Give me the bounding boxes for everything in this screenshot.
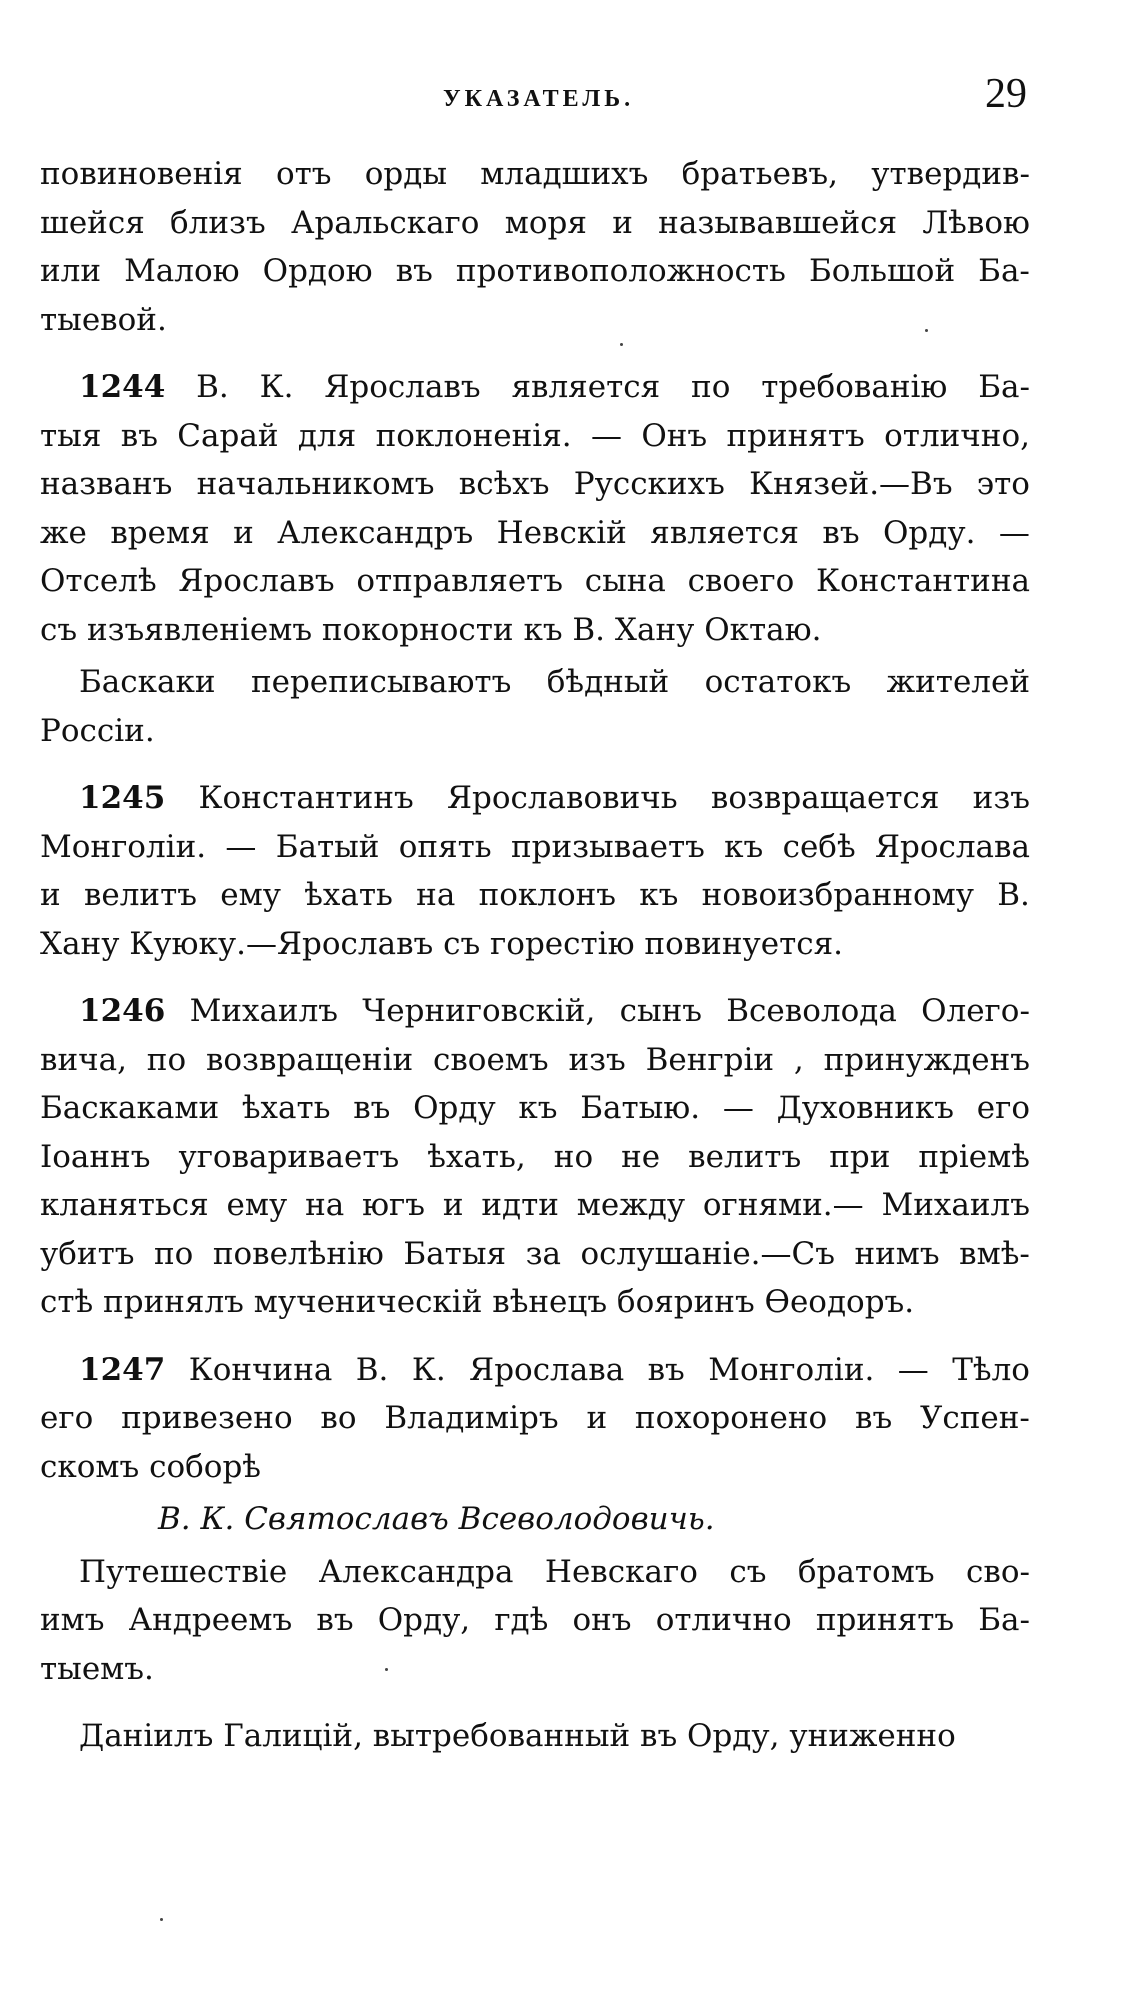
text-line <box>40 1596 1030 1645</box>
text-line <box>40 774 1030 823</box>
line-word: ѣхать <box>304 877 393 913</box>
line-word: привезено <box>121 1400 293 1436</box>
line-word: Батыя <box>403 1235 507 1272</box>
line-word: идти <box>481 1187 559 1223</box>
line-word: Венгріи <box>645 1041 775 1078</box>
line-word: орды <box>364 156 448 192</box>
line-text: съ изъявленіемъ покорности къ В. Хану Октаю. <box>40 611 822 648</box>
line-word: опять <box>398 828 492 865</box>
line-word: своего <box>687 563 795 599</box>
line-word: Батыю. <box>580 1090 701 1126</box>
line-word: убитъ <box>40 1235 135 1272</box>
text-line <box>40 1084 1030 1133</box>
line-word: себѣ <box>782 828 856 865</box>
line-word: В. <box>997 877 1030 913</box>
line-text: В. К. Святославъ Всеволодовичь. <box>158 1501 715 1537</box>
line-text: Россіи. <box>40 712 155 749</box>
line-word: Ярославъ <box>324 369 481 405</box>
line-word: названъ <box>40 466 173 502</box>
line-word: гдѣ <box>494 1602 549 1638</box>
text-line <box>40 1346 1030 1395</box>
paragraph <box>40 1346 1030 1492</box>
line-text: тыемъ. <box>40 1650 154 1687</box>
paragraph-gap <box>40 968 1030 987</box>
paragraph <box>40 150 1030 344</box>
line-word: югъ <box>362 1187 426 1223</box>
line-word: отъ <box>275 156 332 192</box>
line-word: для <box>297 417 357 454</box>
line-word: всѣхъ <box>458 466 550 502</box>
line-word: Черниговскій, <box>362 993 596 1029</box>
line-word: К. <box>411 1351 446 1388</box>
line-word: Орду <box>413 1090 496 1126</box>
line-word: въ <box>647 1351 685 1388</box>
line-word: сына <box>584 563 666 599</box>
line-word: является <box>511 369 661 405</box>
line-word: въ <box>822 514 860 551</box>
line-word: Аральскаго <box>290 204 480 241</box>
line-word: Большой <box>808 253 956 289</box>
line-word: въ <box>395 253 433 289</box>
text-line <box>40 823 1030 872</box>
line-word: поклоненія. <box>375 417 572 454</box>
text-line <box>40 1394 1030 1443</box>
text-line <box>40 606 1030 655</box>
line-word: В. <box>355 1351 389 1388</box>
text-line <box>40 1230 1030 1279</box>
line-word: на <box>305 1187 345 1223</box>
line-word: сынъ <box>619 993 702 1029</box>
line-word: и <box>442 1187 464 1223</box>
line-word: къ <box>724 828 764 865</box>
line-word: Андреемъ <box>128 1602 293 1638</box>
line-word: Ба- <box>978 1602 1030 1638</box>
line-word: его <box>976 1090 1030 1126</box>
line-word: противоположность <box>455 253 786 289</box>
line-word: къ <box>639 877 679 913</box>
line-word: Владиміръ <box>384 1400 559 1436</box>
line-text: скомъ соборѣ <box>40 1448 261 1485</box>
line-word: Александра <box>318 1553 514 1590</box>
line-word: имъ <box>40 1602 105 1638</box>
line-word: младшихъ <box>480 156 649 192</box>
line-word: братьевъ, <box>681 156 839 192</box>
print-speck <box>925 329 928 332</box>
line-word: Константина <box>816 563 1030 599</box>
paragraph-gap <box>40 755 1030 774</box>
line-word: — <box>590 417 622 454</box>
line-word: остатокъ <box>704 664 852 700</box>
line-word: и <box>586 1400 608 1436</box>
text-line <box>40 658 1030 707</box>
line-word: къ <box>518 1090 558 1126</box>
line-word: изъ <box>568 1041 626 1078</box>
year-marker: 1246 <box>79 993 166 1029</box>
line-word: переписываютъ <box>250 664 512 700</box>
line-word: Орду, <box>377 1602 471 1638</box>
line-word: вмѣ- <box>959 1235 1030 1272</box>
line-word: по <box>146 1041 187 1078</box>
line-word: Ба- <box>978 369 1030 405</box>
line-text: Даніилъ Галицій, вытребованный въ Орду, униженно <box>79 1718 956 1754</box>
line-word: Путешествіе <box>79 1553 288 1590</box>
text-line <box>40 1036 1030 1085</box>
line-word: — <box>897 1351 929 1388</box>
line-word: Ордою <box>262 253 373 289</box>
line-word: Михаилъ <box>189 993 339 1029</box>
line-word: Духовникъ <box>776 1090 955 1126</box>
line-word: своемъ <box>432 1041 549 1078</box>
heading-line <box>40 1495 1030 1544</box>
text-line <box>40 412 1030 461</box>
line-word: тыя <box>40 417 102 454</box>
line-word: шейся <box>40 204 145 241</box>
text-line <box>40 1133 1030 1182</box>
line-word: Олего- <box>921 993 1030 1029</box>
text-line <box>40 987 1030 1036</box>
print-speck <box>620 343 623 346</box>
line-word: на <box>416 877 456 913</box>
line-word: по <box>153 1235 194 1272</box>
line-word: Михаилъ <box>881 1187 1030 1223</box>
line-word: съ <box>729 1553 767 1590</box>
line-word: , <box>793 1041 804 1078</box>
line-word: ему <box>226 1187 288 1223</box>
text-line <box>40 871 1030 920</box>
line-word: Всеволода <box>726 993 897 1029</box>
line-word: — <box>225 828 257 865</box>
paragraph <box>40 658 1030 755</box>
line-word: Невскій <box>496 514 627 551</box>
line-word: принятъ <box>815 1602 955 1638</box>
line-word: кланяться <box>40 1187 209 1223</box>
text-line <box>40 707 1030 756</box>
print-speck <box>160 1918 163 1921</box>
line-word: онъ <box>572 1602 632 1638</box>
line-word: или <box>40 253 102 289</box>
line-word: является <box>650 514 799 551</box>
text-line <box>40 150 1030 199</box>
line-word: въ <box>353 1090 391 1126</box>
paragraph <box>40 774 1030 968</box>
line-word: Отселѣ <box>40 563 157 599</box>
running-head: УКАЗАТЕЛЬ. <box>443 86 635 112</box>
line-word: велитъ <box>688 1138 802 1175</box>
text-line <box>40 509 1030 558</box>
line-word: Русскихъ <box>573 466 725 502</box>
line-word: въ <box>120 417 158 454</box>
line-text: тыевой. <box>40 301 167 338</box>
line-word: же <box>40 514 87 551</box>
line-word: по <box>691 369 731 405</box>
line-word: моря <box>504 204 587 241</box>
page-number: 29 <box>985 71 1027 117</box>
line-word: Успен- <box>920 1400 1030 1436</box>
line-word: его <box>40 1400 94 1436</box>
paragraph-gap <box>40 344 1030 363</box>
line-word: Ба- <box>978 253 1030 289</box>
text-line <box>40 1645 1030 1694</box>
section-heading <box>40 1495 1030 1544</box>
text-line <box>40 247 1030 296</box>
line-word: Лѣвою <box>922 204 1030 241</box>
line-word: Ярослава <box>469 1351 625 1388</box>
line-word: уговариваетъ <box>178 1138 400 1175</box>
line-word: называвшейся <box>658 204 898 241</box>
line-word: Сарай <box>177 417 279 454</box>
line-word: поклонъ <box>478 877 617 913</box>
year-marker: 1247 <box>79 1351 166 1388</box>
year-marker: 1245 <box>79 780 166 816</box>
line-word: Ярославъ <box>178 563 335 599</box>
line-word: ослушаніе.—Съ <box>580 1235 835 1272</box>
line-word: Ярославовичь <box>446 780 678 816</box>
body-text <box>40 150 1030 1761</box>
line-word: В. <box>196 369 229 405</box>
line-word: Константинъ <box>198 780 414 816</box>
line-word: нимъ <box>854 1235 940 1272</box>
text-line <box>40 1548 1030 1597</box>
line-word: Онъ <box>641 417 708 454</box>
line-word: и <box>40 877 61 913</box>
line-word: Александръ <box>277 514 474 551</box>
text-line <box>40 920 1030 969</box>
line-word: Невскаго <box>544 1553 698 1590</box>
line-word: Орду. <box>883 514 976 551</box>
line-word: огнями.— <box>702 1187 864 1223</box>
paragraph-gap <box>40 1693 1030 1712</box>
line-word: бѣдный <box>546 664 670 700</box>
line-word: утвердив- <box>871 156 1030 192</box>
line-word: отлично, <box>884 417 1030 454</box>
line-word: жителей <box>886 664 1030 700</box>
line-word: — <box>998 514 1030 551</box>
line-word: изъ <box>972 780 1030 816</box>
paragraph <box>40 987 1030 1327</box>
text-line <box>40 460 1030 509</box>
line-word: при <box>829 1138 891 1175</box>
line-word: Монголіи. <box>40 828 207 865</box>
line-word: Монголіи. <box>708 1351 875 1388</box>
line-word: Іоаннъ <box>40 1138 151 1175</box>
print-speck <box>385 1668 388 1671</box>
text-line <box>40 296 1030 345</box>
line-word: Баскаки <box>79 664 216 700</box>
line-word: Тѣло <box>952 1351 1030 1388</box>
text-line <box>40 363 1030 412</box>
line-word: — <box>722 1090 754 1126</box>
line-word: принятъ <box>726 417 865 454</box>
line-text: стѣ принялъ мученическій вѣнецъ бояринъ Ѳеодоръ. <box>40 1284 915 1320</box>
paragraph <box>40 1548 1030 1694</box>
line-word: новоизбранному <box>701 877 975 913</box>
line-word: это <box>976 466 1030 502</box>
line-word: повелѣнію <box>212 1235 384 1272</box>
paragraph-gap <box>40 1327 1030 1346</box>
text-line <box>40 1712 1030 1761</box>
line-word: ѣхать, <box>427 1138 526 1175</box>
line-word: отлично <box>655 1602 792 1638</box>
text-line <box>40 1443 1030 1492</box>
line-word: требованію <box>761 369 948 405</box>
line-word: въ <box>316 1602 354 1638</box>
line-word: пріемѣ <box>918 1138 1030 1175</box>
line-word: призываетъ <box>510 828 705 865</box>
line-word: Малою <box>124 253 240 289</box>
line-word: К. <box>259 369 294 405</box>
line-word: братомъ <box>797 1553 935 1590</box>
line-word: время <box>110 514 210 551</box>
text-line <box>40 1181 1030 1230</box>
paragraph <box>40 363 1030 654</box>
line-word: Батый <box>275 828 380 865</box>
line-word: за <box>525 1235 561 1272</box>
line-word: сво- <box>966 1553 1030 1590</box>
line-word: вича, <box>40 1041 127 1078</box>
line-word: ѣхать <box>241 1090 331 1126</box>
line-word: повиновенія <box>40 156 243 192</box>
line-word: похоронено <box>634 1400 828 1436</box>
line-word: начальникомъ <box>196 466 435 502</box>
line-word: между <box>576 1187 686 1223</box>
text-line <box>40 199 1030 248</box>
line-word: въ <box>855 1400 893 1436</box>
line-word: принужденъ <box>823 1041 1030 1078</box>
line-word: во <box>320 1400 357 1436</box>
line-text: Хану Куюку.—Ярославъ съ горестію повинуется. <box>40 925 844 962</box>
line-word: Баскаками <box>40 1090 220 1126</box>
line-word: и <box>233 514 254 551</box>
line-word: не <box>621 1138 661 1175</box>
paragraph <box>40 1712 1030 1761</box>
line-word: Кончина <box>188 1351 333 1388</box>
line-word: и <box>612 204 633 241</box>
line-word: но <box>553 1138 594 1175</box>
line-word: велитъ <box>83 877 197 913</box>
line-word: возвращается <box>710 780 940 816</box>
text-line <box>40 557 1030 606</box>
line-word: отправляетъ <box>356 563 564 599</box>
line-word: близъ <box>170 204 266 241</box>
line-word: Ярослава <box>874 828 1030 865</box>
line-word: возвращеніи <box>205 1041 414 1078</box>
line-word: ему <box>220 877 281 913</box>
text-line <box>40 1278 1030 1327</box>
line-word: Князей.—Въ <box>749 466 953 502</box>
year-marker: 1244 <box>79 369 166 405</box>
